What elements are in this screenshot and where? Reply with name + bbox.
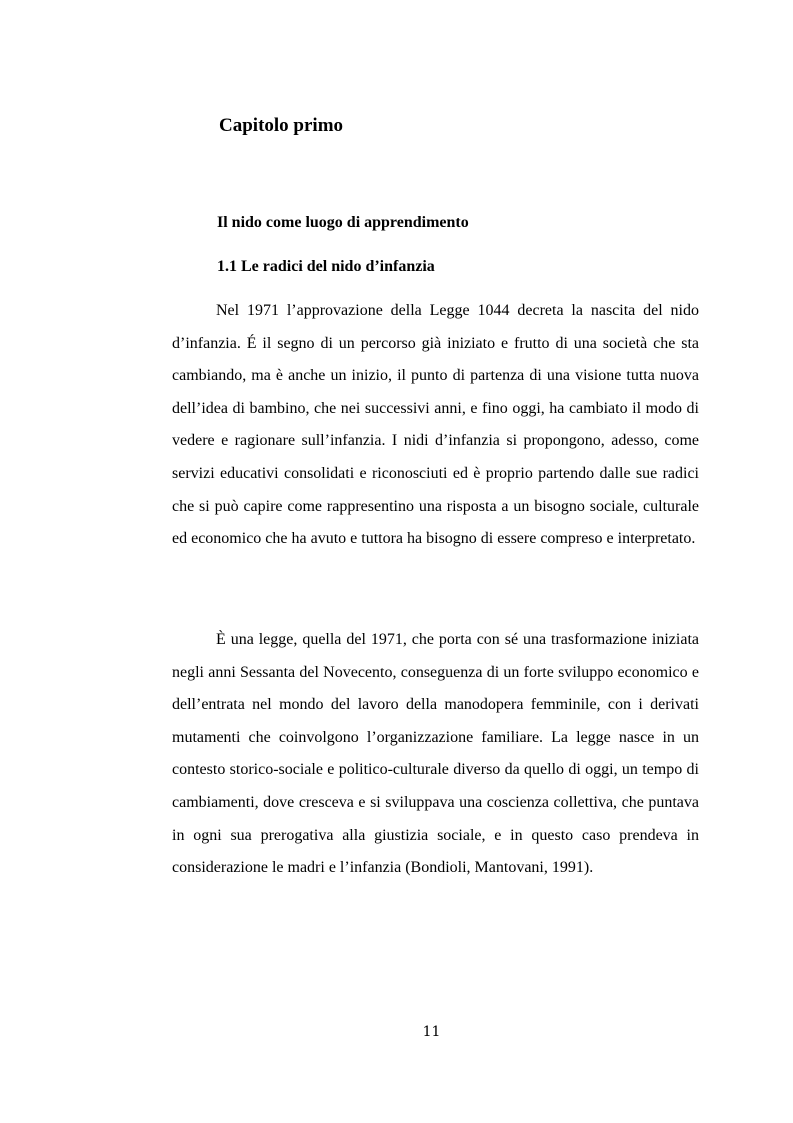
body-paragraph-2: È una legge, quella del 1971, che porta con sé una trasformazione iniziata negli anni Sessanta del Novecento, conseguenza di un forte sviluppo economico e dell’entrata nel mondo del lavoro della manodopera femminile, con i derivati mutamenti che coinvolgono l’organizzazione familiare. La legge nasce in un contesto storico-sociale e politico-culturale diverso da quello di oggi, un tempo di cambiamenti, dove cresceva e si sviluppava una coscienza collettiva, che puntava in ogni sua prerogativa alla giustizia sociale, e in questo caso prendeva in considerazione le madri e l’infanzia (Bondioli, Mantovani, 1991). [172, 631, 699, 877]
body-paragraph-1: Nel 1971 l’approvazione della Legge 1044 decreta la nascita del nido d’infanzia. É il segno di un percorso già iniziato e frutto di una società che sta cambiando, ma è anche un inizio, il punto di partenza di una visione tutta nuova dell’idea di bambino, che nei successivi anni, e fino oggi, ha cambiato il modo di vedere e ragionare sull’infanzia. I nidi d’infanzia si propongono, adesso, come servizi educativi consolidati e riconosciuti ed è proprio partendo dalle sue radici che si può capire come rappresentino una risposta a un bisogno sociale, culturale ed economico che ha avuto e tuttora ha bisogno di essere compreso e interpretato. [172, 302, 699, 548]
chapter-title: Capitolo primo [219, 115, 344, 136]
subsection-title: 1.1 Le radici del nido d’infanzia [217, 258, 435, 275]
section-title: Il nido come luogo di apprendimento [217, 214, 469, 231]
page-number: 11 [422, 1024, 441, 1040]
